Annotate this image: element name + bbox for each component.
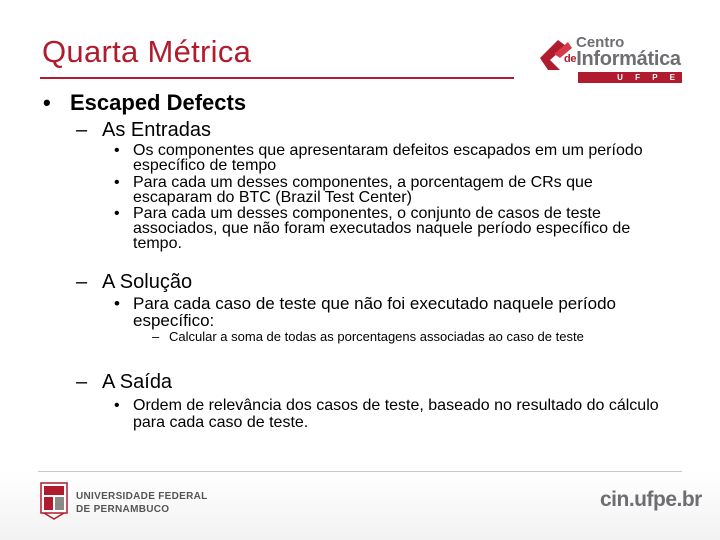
dash: – — [76, 119, 88, 141]
slide-title: Quarta Métrica — [42, 34, 252, 69]
item-text: Para cada caso de teste que não foi executado naquele período específico: — [133, 294, 616, 330]
item-text: Os componentes que apresentaram defeitos escapados em um período específico de tempo — [133, 142, 643, 174]
dash: – — [76, 271, 88, 293]
item-text: Ordem de relevância dos casos de teste, baseado no resultado do cálculo para cada caso de teste. — [133, 397, 659, 431]
subitem-text: Calcular a soma de todas as porcentagens associadas ao caso de teste — [169, 329, 584, 344]
bullet: • — [114, 174, 120, 191]
section-label: As Entradas — [102, 119, 211, 141]
bullet: • — [114, 205, 120, 222]
bullet: • — [114, 397, 120, 414]
entradas-item-3 — [114, 206, 674, 251]
saida-item — [114, 397, 674, 431]
bullet: • — [43, 90, 51, 115]
bullet: • — [114, 142, 120, 159]
item-text: Para cada um desses componentes, o conjunto de casos de teste associados, que não foram executados naquele período específico de tempo. — [133, 205, 631, 252]
ufpe-logo — [40, 482, 208, 522]
ufpe-name-line2: DE PERNAMBUCO — [76, 504, 170, 515]
solucao-subitem — [152, 330, 652, 343]
item-text: Para cada um desses componentes, a porcentagem de CRs que escaparam do BTC (Brazil Test Center) — [133, 174, 593, 206]
ufpe-shield-icon — [40, 482, 68, 520]
section-label: A Saída — [102, 371, 173, 393]
ci-logo-ufpe: U F P E — [617, 73, 680, 82]
ci-logo-line2-wrap — [564, 48, 681, 71]
ci-logo-line2: Informática — [576, 48, 681, 70]
entradas-item-1 — [114, 143, 674, 173]
site-url: cin.ufpe.br — [600, 488, 702, 511]
ci-logo-line1: Centro — [576, 34, 625, 51]
title-underline — [40, 77, 514, 79]
dash: – — [152, 329, 160, 344]
section-label: A Solução — [102, 271, 193, 293]
heading-text: Escaped Defects — [70, 90, 247, 115]
solucao-item — [114, 295, 674, 329]
ufpe-name — [76, 490, 208, 516]
entradas-item-2 — [114, 175, 674, 205]
centro-informatica-logo — [536, 34, 682, 86]
ufpe-name-line1: UNIVERSIDADE FEDERAL — [76, 491, 208, 502]
footer-divider — [38, 471, 682, 472]
ci-logo-prefix: de — [564, 53, 577, 65]
bullet: • — [114, 294, 120, 313]
dash: – — [76, 371, 88, 393]
